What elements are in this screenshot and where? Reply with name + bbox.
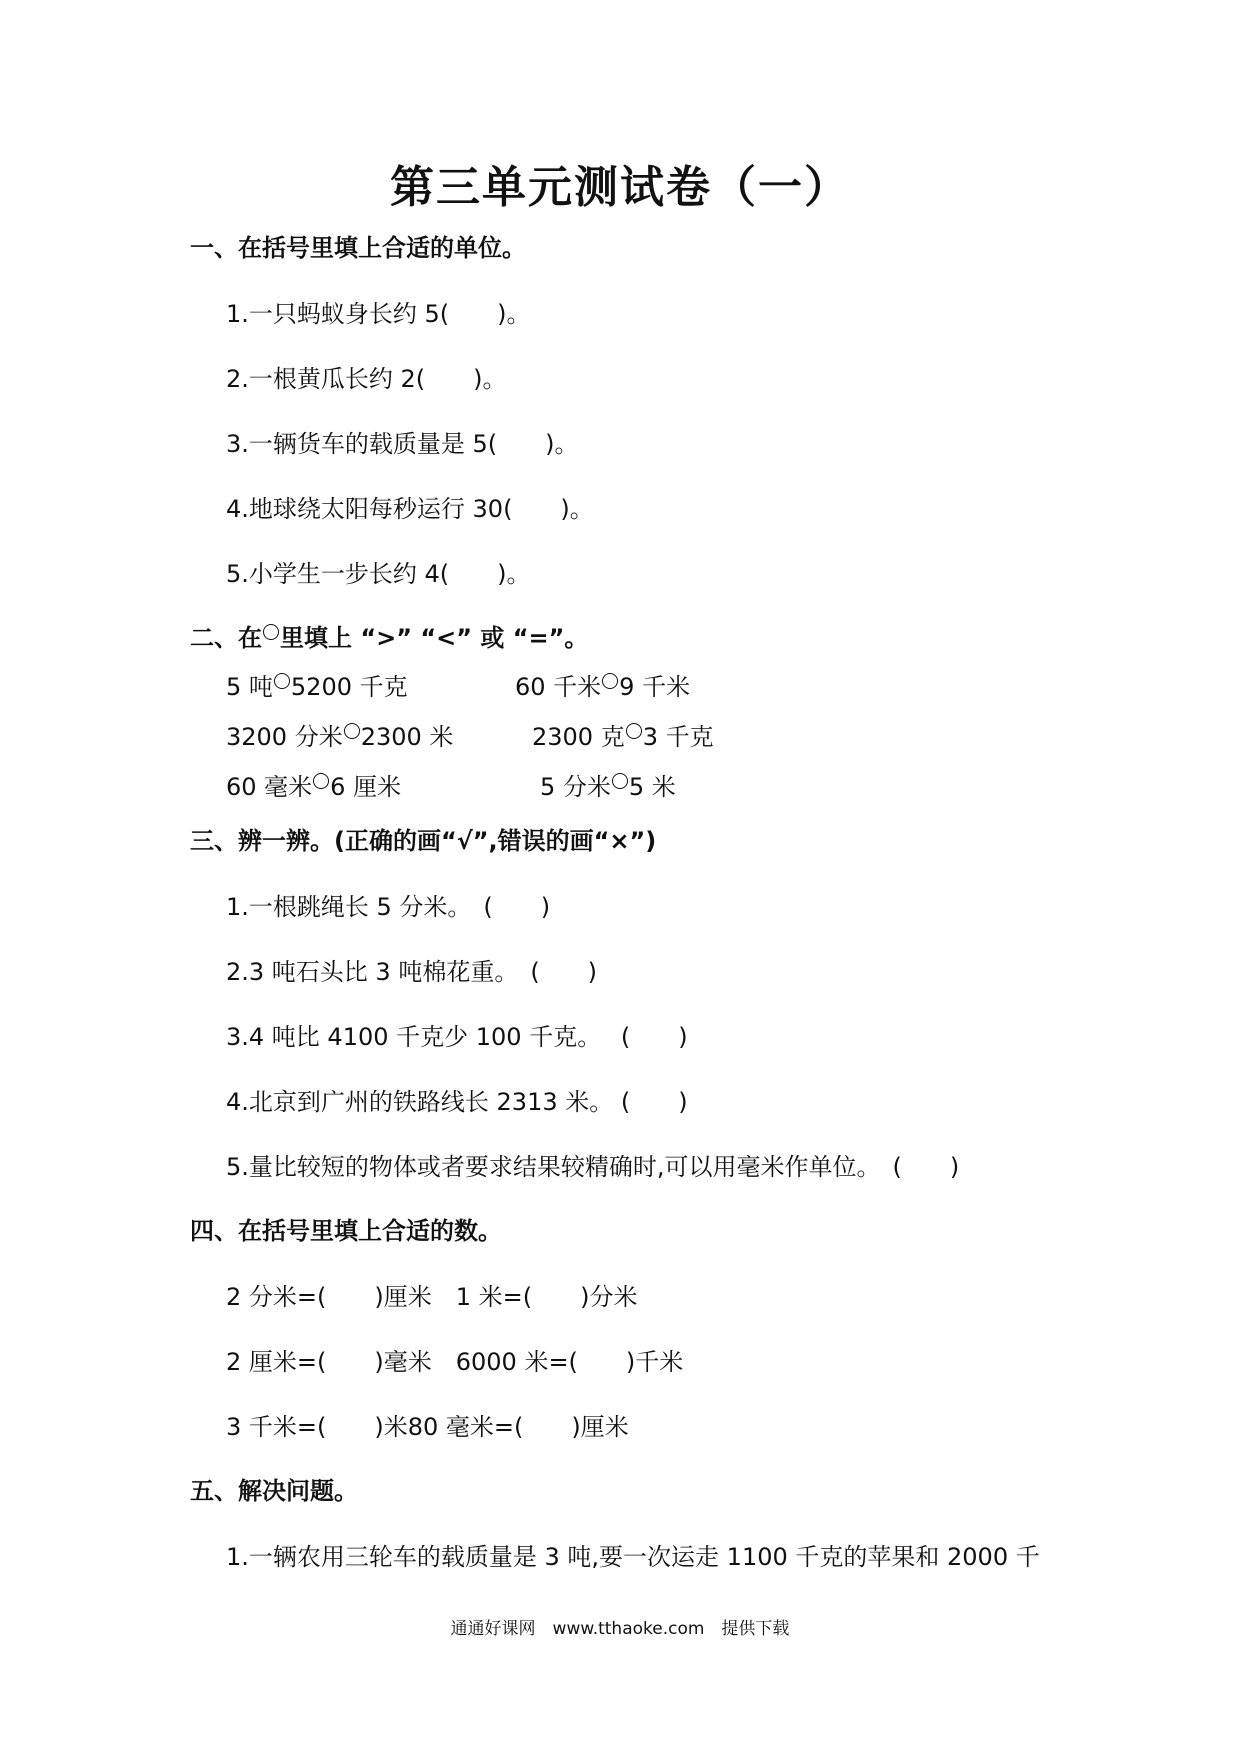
section-1-heading: 一、在括号里填上合适的单位。 (190, 234, 526, 262)
s2-compare-3b (540, 771, 676, 803)
s3-item-2: 2.3 吨石头比 3 吨棉花重。 ( ) (226, 958, 598, 986)
circle-icon (274, 673, 290, 689)
circle-icon (602, 673, 618, 689)
footer-watermark: 通通好课网 www.tthaoke.com 提供下载 (450, 1619, 790, 1639)
s2-compare-1b (515, 671, 690, 703)
compare-right: 5200 千克 (290, 673, 408, 701)
circle-icon (626, 723, 642, 739)
s1-item-5: 5.小学生一步长约 4( )。 (226, 560, 531, 588)
circle-icon (263, 624, 279, 640)
section-2-heading (190, 622, 588, 654)
compare-right: 5 米 (628, 773, 676, 801)
s2-compare-1a (226, 671, 408, 703)
compare-left: 2300 克 (532, 723, 625, 751)
compare-left: 5 分米 (540, 773, 611, 801)
s1-item-2: 2.一根黄瓜长约 2( )。 (226, 365, 507, 393)
section-4-heading: 四、在括号里填上合适的数。 (190, 1217, 502, 1245)
compare-right: 6 厘米 (330, 773, 402, 801)
section-5-heading: 五、解决问题。 (190, 1477, 358, 1505)
compare-left: 60 千米 (515, 673, 602, 701)
circle-icon (612, 773, 628, 789)
page-title: 第三单元测试卷（一） (390, 162, 850, 213)
s4-item-2: 2 厘米=( )毫米 6000 米=( )千米 (226, 1348, 684, 1376)
s3-item-1: 1.一根跳绳长 5 分米。 ( ) (226, 893, 551, 921)
s4-item-1: 2 分米=( )厘米 1 米=( )分米 (226, 1283, 638, 1311)
s2-heading-suffix: 里填上 “>” “<” 或 “=”。 (280, 624, 589, 652)
s1-item-3: 3.一辆货车的载质量是 5( )。 (226, 430, 579, 458)
circle-icon (313, 773, 329, 789)
compare-right: 2300 米 (360, 723, 454, 751)
s2-compare-3a (226, 771, 401, 803)
s1-item-4: 4.地球绕太阳每秒运行 30( )。 (226, 495, 594, 523)
s2-compare-2a (226, 721, 453, 753)
compare-left: 5 吨 (226, 673, 273, 701)
s4-item-3: 3 千米=( )米80 毫米=( )厘米 (226, 1413, 629, 1441)
s3-item-4: 4.北京到广州的铁路线长 2313 米。 ( ) (226, 1088, 688, 1116)
compare-left: 3200 分米 (226, 723, 343, 751)
s1-item-1: 1.一只蚂蚁身长约 5( )。 (226, 300, 531, 328)
s5-item-1: 1.一辆农用三轮车的载质量是 3 吨,要一次运走 1100 千克的苹果和 2000 千 (226, 1543, 1040, 1571)
compare-left: 60 毫米 (226, 773, 313, 801)
s3-item-5: 5.量比较短的物体或者要求结果较精确时,可以用毫米作单位。 ( ) (226, 1153, 960, 1181)
compare-right: 3 千克 (642, 723, 714, 751)
circle-icon (344, 723, 360, 739)
compare-right: 9 千米 (619, 673, 691, 701)
s3-item-3: 3.4 吨比 4100 千克少 100 千克。 ( ) (226, 1023, 688, 1051)
s2-heading-prefix: 二、在 (190, 624, 262, 652)
section-3-heading: 三、辨一辨。(正确的画“√”,错误的画“×”) (190, 827, 657, 855)
s2-compare-2b (532, 721, 714, 753)
